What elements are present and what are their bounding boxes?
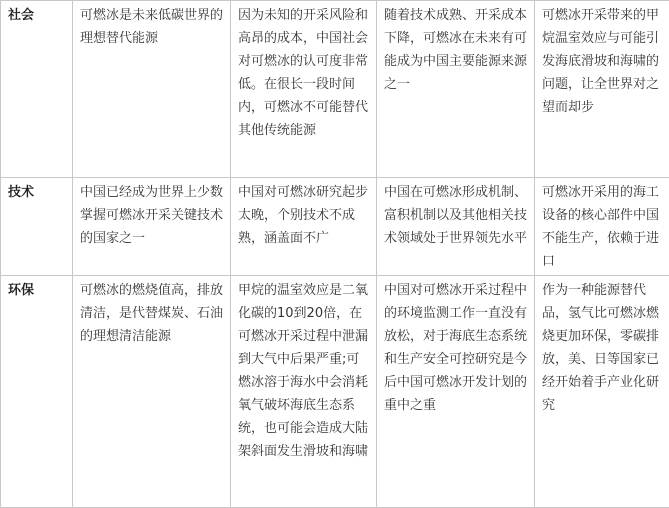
table-cell: 因为未知的开采风险和高昂的成本，中国社会对可燃冰的认可度非常低。在很长一段时间内，可燃冰不可能替代其他传统能源 — [231, 1, 377, 178]
table-cell: 中国对可燃冰开采过程中的环境监测工作一直没有放松，对于海底生态系统和生产安全可控研究是今后中国可燃冰开发计划的重中之重 — [377, 276, 535, 508]
table-cell: 甲烷的温室效应是二氧化碳的10到20倍，在可燃冰开采过程中泄漏到大气中后果严重;可燃冰溶于海水中会消耗氧气破坏海底生态系统，也可能会造成大陆架斜面发生滑坡和海啸 — [231, 276, 377, 508]
table-row-society — [1, 1, 669, 178]
row-header-technology: 技术 — [1, 178, 73, 276]
table-cell: 可燃冰开采用的海工设备的核心部件中国不能生产，依赖于进口 — [535, 178, 669, 276]
table-cell: 中国在可燃冰形成机制、富积机制以及其他相关技术领域处于世界领先水平 — [377, 178, 535, 276]
table-row-environment — [1, 276, 669, 508]
table-cell: 中国对可燃冰研究起步太晚，个别技术不成熟，涵盖面不广 — [231, 178, 377, 276]
table-cell: 作为一种能源替代品，氢气比可燃冰燃烧更加环保，零碳排放，美、日等国家已经开始着手产业化研究 — [535, 276, 669, 508]
table-cell: 可燃冰开采带来的甲烷温室效应与可能引发海底滑坡和海啸的问题，让全世界对之望而却步 — [535, 1, 669, 178]
table-cell: 可燃冰是未来低碳世界的理想替代能源 — [73, 1, 231, 178]
table-cell: 可燃冰的燃烧值高，排放清洁，是代替煤炭、石油的理想清洁能源 — [73, 276, 231, 508]
table-cell: 随着技术成熟、开采成本下降，可燃冰在未来有可能成为中国主要能源来源之一 — [377, 1, 535, 178]
table-cell: 中国已经成为世界上少数掌握可燃冰开采关键技术的国家之一 — [73, 178, 231, 276]
row-header-society: 社会 — [1, 1, 73, 178]
table-row-technology — [1, 178, 669, 276]
row-header-environment: 环保 — [1, 276, 73, 508]
